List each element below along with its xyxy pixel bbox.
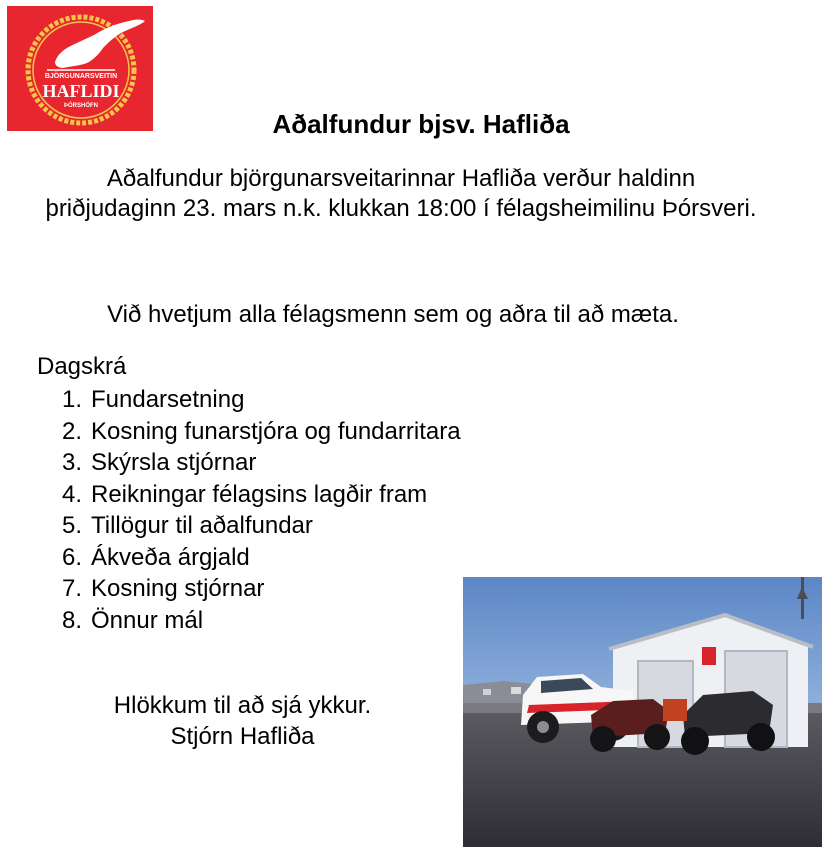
agenda-item-number: 3. (62, 449, 83, 476)
page-title: Aðalfundur bjsv. Hafliða (272, 109, 570, 139)
orange-crate (663, 699, 687, 721)
agenda-item-number: 6. (62, 543, 83, 571)
agenda-item (62, 573, 461, 605)
agenda-item (62, 605, 461, 637)
agenda-item (62, 510, 461, 542)
encourage-paragraph: Við hvetjum alla félagsmenn sem og aðra til að mæta. (107, 301, 679, 328)
atv-wheel (747, 723, 775, 751)
logo-line2: HAFLIDI (42, 81, 120, 101)
agenda-item-text: Ákveða árgjald (91, 543, 250, 571)
agenda-item-number: 8. (62, 606, 83, 634)
distant-house (483, 689, 491, 695)
agenda-item (62, 416, 461, 448)
intro-paragraph: Aðalfundur björgunarsveitarinnar Hafliða verður haldinn þriðjudaginn 23. mars n.k. klukkan 18:00 í félagsheimilinu Þórsveri. (45, 165, 757, 222)
agenda-item-text: Reikningar félagsins lagðir fram (91, 480, 428, 508)
distant-house (511, 687, 521, 694)
logo-line1: BJÖRGUNARSVEITIN (44, 73, 118, 80)
agenda-item-text: Kosning funarstjóra og fundarritara (91, 417, 461, 445)
agenda-item-number: 4. (62, 480, 83, 508)
rescue-station-photo (463, 577, 822, 847)
agenda-item (62, 447, 461, 479)
agenda-item-text: Skýrsla stjórnar (91, 449, 257, 476)
agenda-item-number: 5. (62, 512, 83, 539)
logo-line3: ÞÓRSHÖFN (63, 103, 99, 109)
closing-greeting: Hlökkum til að sjá ykkur. (113, 692, 372, 719)
agenda-item (62, 384, 461, 416)
agenda-item (62, 542, 461, 574)
agenda-item-text: Önnur mál (91, 606, 204, 634)
jeep-hub (537, 721, 549, 733)
agenda-item-number: 1. (62, 386, 83, 413)
agenda-item-text: Kosning stjórnar (91, 575, 265, 602)
agenda-heading: Dagskrá (37, 353, 127, 380)
agenda-item (62, 479, 461, 511)
atv-wheel (644, 724, 670, 750)
rescue-station-image (463, 577, 822, 847)
agenda-item-text: Tillögur til aðalfundar (91, 512, 313, 539)
atv-wheel (590, 726, 616, 752)
atv-wheel (681, 727, 709, 755)
station-sign-icon (702, 647, 716, 665)
agenda-list (62, 384, 461, 636)
agenda-item-number: 2. (62, 417, 83, 445)
closing (40, 690, 445, 752)
agenda-item-text: Fundarsetning (91, 386, 245, 413)
agenda-item-number: 7. (62, 575, 83, 602)
closing-signature: Stjórn Hafliða (170, 723, 315, 750)
